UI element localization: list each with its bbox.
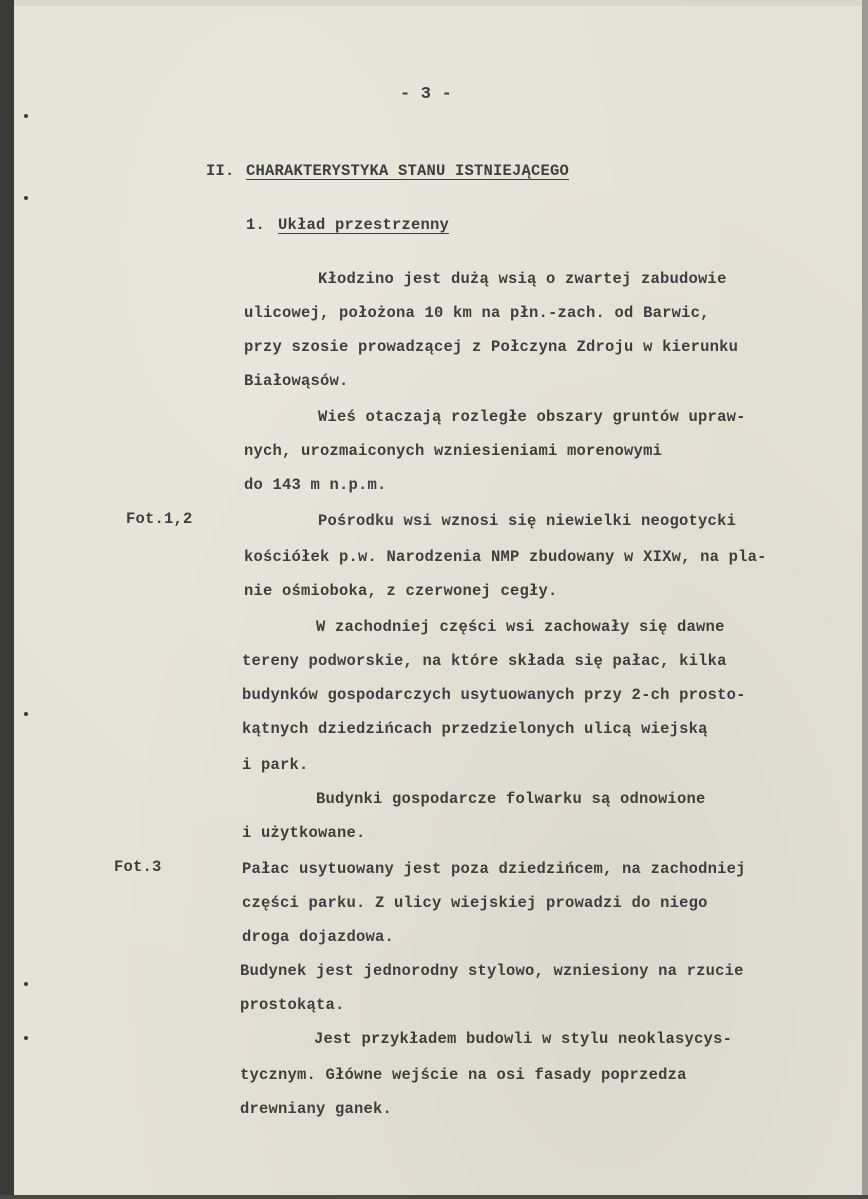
text-line: Budynek jest jednorodny stylowo, wzniesiony na rzucie bbox=[240, 962, 744, 980]
section-number: II. bbox=[206, 162, 235, 180]
binding-hole bbox=[24, 1036, 28, 1040]
page-number: - 3 - bbox=[400, 85, 453, 104]
text-line: Wieś otaczają rozległe obszary gruntów upraw- bbox=[318, 408, 746, 426]
text-line: prostokąta. bbox=[240, 996, 345, 1014]
text-line: do 143 m n.p.m. bbox=[244, 476, 387, 494]
page-bottom-edge bbox=[0, 1195, 868, 1199]
margin-note: Fot.3 bbox=[114, 858, 162, 876]
binding-hole bbox=[24, 982, 28, 986]
text-line: i park. bbox=[242, 756, 309, 774]
page-left-edge bbox=[0, 0, 14, 1199]
text-line: kościółek p.w. Narodzenia NMP zbudowany w XIXw, na pla- bbox=[244, 548, 767, 566]
text-line: przy szosie prowadzącej z Połczyna Zdroju w kierunku bbox=[244, 338, 739, 356]
text-line: Pośrodku wsi wznosi się niewielki neogotycki bbox=[318, 512, 737, 530]
text-line: tycznym. Główne wejście na osi fasady poprzedza bbox=[240, 1066, 687, 1084]
subsection-title: Układ przestrzenny bbox=[278, 216, 450, 234]
text-line: części parku. Z ulicy wiejskiej prowadzi do niego bbox=[242, 894, 708, 912]
binding-hole bbox=[24, 114, 28, 118]
text-line: Jest przykładem budowli w stylu neoklasycys- bbox=[314, 1030, 733, 1048]
text-line: i użytkowane. bbox=[242, 824, 366, 842]
margin-note: Fot.1,2 bbox=[126, 510, 193, 528]
text-line: tereny podworskie, na które składa się pałac, kilka bbox=[242, 652, 727, 670]
text-line: Budynki gospodarcze folwarku są odnowione bbox=[316, 790, 706, 808]
subsection-number: 1. bbox=[246, 216, 266, 234]
text-line: nie ośmioboka, z czerwonej cegły. bbox=[244, 582, 558, 600]
text-line: kątnych dziedzińcach przedzielonych ulicą wiejską bbox=[242, 720, 708, 738]
text-line: drewniany ganek. bbox=[240, 1100, 393, 1118]
page-right-edge bbox=[862, 0, 868, 1199]
text-line: Kłodzino jest dużą wsią o zwartej zabudowie bbox=[318, 270, 727, 288]
section-title: CHARAKTERYSTYKA STANU ISTNIEJĄCEGO bbox=[246, 162, 570, 180]
document-page bbox=[14, 6, 862, 1196]
text-line: W zachodniej części wsi zachowały się dawne bbox=[316, 618, 725, 636]
text-line: ulicowej, położona 10 km na płn.-zach. od Barwic, bbox=[244, 304, 710, 322]
binding-hole bbox=[24, 712, 28, 716]
text-line: budynków gospodarczych usytuowanych przy 2-ch prosto- bbox=[242, 686, 746, 704]
text-line: Pałac usytuowany jest poza dziedzińcem, na zachodniej bbox=[242, 860, 746, 878]
text-line: nych, urozmaiconych wzniesieniami morenowymi bbox=[244, 442, 663, 460]
text-line: Białowąsów. bbox=[244, 372, 349, 390]
text-line: droga dojazdowa. bbox=[242, 928, 395, 946]
binding-hole bbox=[24, 196, 28, 200]
